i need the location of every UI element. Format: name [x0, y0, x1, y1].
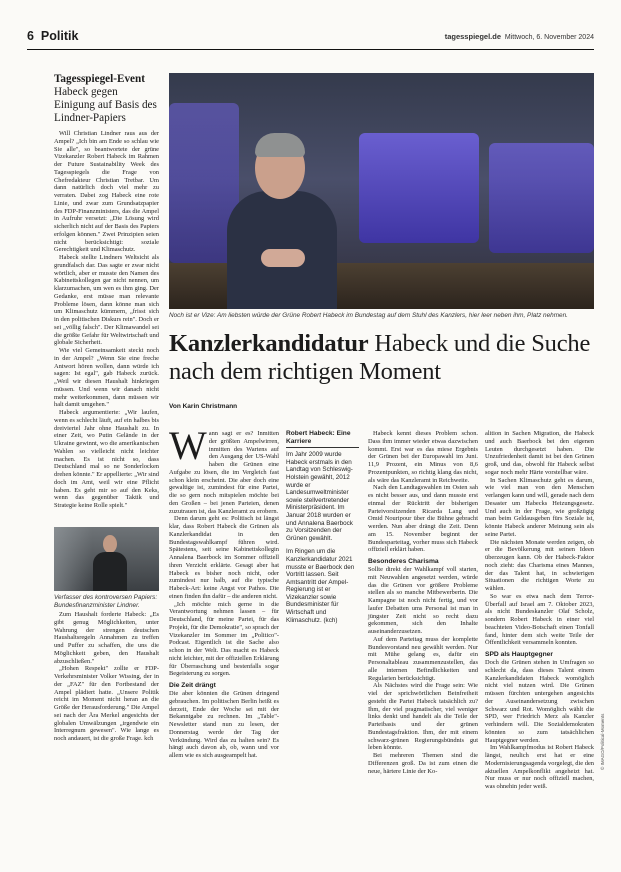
- article-paragraph: Die nächsten Monate werden zeigen, ob er die Bevölkerung mit seinen Ideen überzeugen kann. Ob der Habeck-Faktor noch zieht: das Charisma eines Mannes, der das Talent hat, in schwierigen Situationen die richtigen Worte zu wählen.: [485, 538, 594, 592]
- section-label: 6 Politik: [27, 29, 79, 43]
- article-paragraph: In Sachen Klimaschutz geht es darum, wie viel man von den Menschen verlangen kann und will, gerade nach dem Desaster um Habecks Heizungsgesetz. Und auch in der Frage, wie großzügig man beim Geldausgeben fürs Soziale ist, könnte Habeck anderer Meinung sein als seine Partei.: [485, 476, 594, 538]
- sidebar-headline: Tagesspiegel-Event Habeck gegen Einigung auf Basis des Lindner-Papiers: [54, 73, 157, 124]
- infobox-paragraph: Im Jahr 2009 wurde Habeck erstmals in den Landtag von Schleswig-Holstein gewählt, 2012 wurde er Landesumweltminister sowie stellvertretender Ministerpräsident. Im Januar 2018 wurden er und Annalena Baerbock zu Vorsitzenden der Grünen gewählt.: [286, 451, 353, 542]
- portrait-caption: Verfasser des kontroversen Papiers: Bundesfinanzminister Lindner.: [54, 594, 158, 609]
- article-paragraph: Als Nächstes wird die Frage sein: Wie viel der sprichwörtlichen Beinfreiheit gesteht die Partei Habeck tatsächlich zu? Ihm, der viel pragmatischer, viel weniger links denkt und handelt als die Teile der Parteibasis und der grünen Bundestagsfraktion. Ihm, der mit einem schwarz-grünen Regierungsbündnis gut leben könnte.: [368, 682, 478, 752]
- article-headline: Kanzlerkandidatur Habeck und die Suche nach dem richtigen Moment: [169, 330, 591, 385]
- article-paragraph: So war es etwa nach dem Terror-Überfall auf Israel am 7. Oktober 2023, als nicht Bundeskanzler Olaf Scholz, sondern Robert Habeck in einer viel beachteten Video-Botschaft einen Tonfall fand, hinter dem sich weite Teile der Öffentlichkeit versammeln konnten.: [485, 592, 594, 647]
- habeck-photo: [169, 73, 594, 309]
- drop-cap: W: [169, 423, 207, 468]
- sidebar-body: [54, 130, 159, 510]
- infobox-paragraph: Im Ringen um die Kanzlerkandidatur 2021 musste er Baerbock den Vortritt lassen. Seit Amtsantritt der Ampel-Regierung ist er Vizekanzler sowie Bundesminister für Wirtschaft und Klimaschutz. (kch): [286, 548, 355, 624]
- sidebar-paragraph: Habeck argumentierte: „Wir laufen, wenn es schlecht läuft, auf ein halbes bis dreiviertel Jahr ohne Haushalt zu. In einer Zeit, wo Putin Gelände in der Ukraine gewinnt, wo die amerikanischen Wahlen so vielleicht nicht leichter machen. Es ist nicht so, dass Deutschland mal so ne Sonderlocken drehen könnte." Er appellierte: „Wir sind doch im Amt, weil wir eine Pflicht haben. Es geht mir so auf den Keks, wenn das gegenüber Taktik und Strategie keine Rolle spielt.": [54, 409, 159, 509]
- article-column-1: [169, 423, 279, 760]
- article-paragraph: Denn darum geht es: Politisch ist längst klar, dass Robert Habeck die Grünen als Kanzlerkandidat in den Bundestagswahlkampf führen wird. Spätestens, seit seine Kabinettskollegin Annalena Baerbock im Sommer offiziell ihren Verzicht erklärte. Gesagt aber hat Habeck es bisher noch nicht, oder zumindest nur halb, auf die typische Habeck-Art: keine Angst vor Pathos. Die einen finden ihn dafür – die anderen nicht.: [169, 515, 279, 600]
- sidebar-body-continued: [54, 611, 159, 743]
- article-column-3: [368, 430, 478, 775]
- article-paragraph: „Ich möchte mich gerne in die Verantwortung nehmen lassen – für Deutschland, für meine Partei, für das Projekt, für die Demokratie", so sprach der Vizekanzler im Sommer im „Politico"-Podcast. Eigentlich ist die Sache also schon in der Welt. Das macht es Habeck nicht leichter, mit der offiziellen Erklärung für Überraschung und bestenfalls sogar Begeisterung zu sorgen.: [169, 600, 279, 678]
- article-paragraph: Habeck kennt dieses Problem schon. Dass ihm immer wieder etwas dazwischen kommt. Erst war es das miese Ergebnis der Grünen bei der Europawahl im Juni. 11,9 Prozent, ein Minus von 8,6 Prozentpunkten, so richtig klang das nicht, als wäre das Kanzleramt in Reichweite.: [368, 430, 478, 484]
- article-paragraph: Nach den Landtagswahlen im Osten sah es nicht besser aus, und dann musste erst einmal der Rücktritt der bisherigen Parteivorsitzenden Ricarda Lang und Omid Nouripour über die Bühne gebracht werden. Nun aber drängt die Zeit. Denn am 15. November beginnt der Bundesparteitag, vorher muss sich Habeck offiziell erklärt haben.: [368, 484, 478, 554]
- lindner-portrait: [54, 527, 159, 591]
- infobox-title: Robert Habeck: Eine Karriere: [286, 430, 359, 448]
- photo-caption: Noch ist er Vize: Am liebsten würde der Grüne Robert Habeck im Bundestag auf dem Stuhl des Kanzlers, hier leer neben ihm, Platz nehmen.: [169, 312, 568, 319]
- article-paragraph: Bei mehreren Themen sind die Differenzen groß. Da ist zum einen die neue, härtere Linie der Ko-: [368, 752, 478, 775]
- sidebar-paragraph: Wie viel Gemeinsamkeit steckt noch in der Ampel? „Wenn Sie eine freche Antwort hören wollen, dann würde ich sagen: Ist egal", gab Habeck zurück. „Weil wir diesen Haushalt hinkriegen müssen. Und wenn wir danach nicht mehr weiterkommen, dann müssen wir halt damit umgehen.": [54, 347, 159, 409]
- lead-paragraph: Wann sagt er es? Inmitten der größten Ampelwirren, inmitten des Wartens auf den Ausgang der US-Wahl haben die Grünen eine Aufgabe zu lösen, die im Vergleich fast schon klein erscheint. Die aber doch eine gewaltige ist, zumindest für eine Partei, die so gern noch mitspielen möchte bei den Großen – bei jenen Parteien, denen zuzutrauen ist, das Kanzleramt zu erobern.: [169, 423, 279, 515]
- article-paragraph: Die aber könnten die Grünen dringend gebrauchen. Im politischen Berlin heißt es derzeit, Ende der Woche sei mit der Bekanntgabe zu rechnen. Im „Table"-Newsletter stand nun zu lesen, der Donnerstag werde der Tag der Verkündung. Wird das zu halten sein? Es hängt auch davon ab, ob, wann und vor allem wie es sich ausgeampelt hat.: [169, 690, 279, 759]
- sidebar-paragraph: Will Christian Lindner raus aus der Ampel? „Ich bin am Ende so schlau wie Sie alle", so beantwortete der grüne Vizekanzler Robert Habeck im Rahmen der Future Sustainability Week des Tagesspiegels die Frage von Chefredakteur Christian Tretbar. Um dann natürlich doch viel mehr zu verraten. Dabei zog Habeck eine rote Linie, und zwar zum Grundsatzpapier des FDP-Finanzministers, das die Ampel in Aufruhr versetzt: „Die Lösung wird sicherlich nicht auf der Basis des Papiers erfolgen können." Zwei Prinzipien seien nicht berücksichtigt: soziale Gerechtigkeit und Klimaschutz.: [54, 130, 159, 254]
- career-infobox: [286, 430, 359, 630]
- photo-credit: © IMAGO/Political-Moments: [600, 713, 605, 770]
- dateline: tagesspiegel.de Mittwoch, 6. November 2024: [444, 32, 594, 41]
- byline: Von Karin Christmann: [169, 403, 238, 410]
- article-paragraph: Sollte direkt der Wahlkampf voll starten, mit Neuwahlen angesetzt werden, würde das die Grünen vor größere Probleme stellen als so manche Mitbewerberin. Die Kampagne ist noch nicht fertig, und vor laufer Debatten ums Personal ist man in jüngster Zeit nicht so recht dazu gekommen, sich den Inhalte auseinanderzusetzen.: [368, 566, 478, 635]
- article-paragraph: Auf dem Parteitag muss der komplette Bundesvorstand neu gewählt werden. Nur mit Mühe gelang es, dafür ein Personaltableau zusammenzustellen, das alle internen Befindlichkeiten und Regularien berücksichtigt.: [368, 635, 478, 682]
- page-header: [27, 29, 594, 50]
- subheading: Besonderes Charisma: [368, 558, 439, 565]
- article-paragraph: alition in Sachen Migration, die Habeck und auch Baerbock bei den eigenen Leuten durchgesetzt haben. Die Unzufriedenheit damit ist bei den Grünen groß, und das, obwohl für Habeck selbst sogar noch mehr Härte vorstellbar wäre.: [485, 430, 594, 476]
- article-paragraph: Doch die Grünen stehen in Umfragen so schlecht da, dass dieses Talent einem Kanzlerkandidaten Habeck womöglich nicht viel nutzen wird. Die Grünen müssen fürchten untergehen angesichts der Auseinandersetzung zwischen Schwarz und Rot. Womöglich wählt die SPD, wer Friedrich Merz als Kanzler verhindern will. Die Sozialdemokraten könnten so zum tatsächlichen Hauptgegner werden.: [485, 659, 594, 744]
- article-column-4: [485, 430, 594, 791]
- subheading: Die Zeit drängt: [169, 682, 216, 689]
- article-paragraph: Im Wahlkampfmodus ist Robert Habeck längst, neulich erst hat er eine Modernisierungsagenda vorgelegt, die den aktuellen Ampelkonflikt angeheizt hat. Nur muss er nur noch offiziell machen, was ohnehin jeder weiß.: [485, 744, 594, 790]
- sidebar-paragraph: Zum Haushalt forderte Habeck: „Es gibt genug Möglichkeiten, unter Wahrung der strengen deutschen Haushaltsregeln Annahmen zu treffen und Puffer zu schaffen, die uns die Möglichkeit geben, den Haushalt abzuschließen.": [54, 611, 159, 665]
- sidebar-article: [54, 73, 159, 510]
- sidebar-paragraph: Habeck stellte Lindners Weltsicht als grundfalsch dar. Das sagte er zwar nicht wörtlich, aber er musste den Namen des Kabinettskollegen gar nicht nennen, um klarzumachen, um wen es ihm ging. Der Gedanke, erst müsse man relevante Probleme lösen, dann könne man sich um Klimaschutz kümmern, „frisst sich in den politischen Diskurs rein". Doch er sei „völlig falsch". Der Klimawandel sei die größte Gefahr für Weltwirtschaft und globale Sicherheit.: [54, 254, 159, 347]
- sidebar-paragraph: „Hohen Respekt" zollte er FDP-Verkehrsminister Volker Wissing, der in der „FAZ" für den Fortbestand der Ampel plädiert hatte. „Unsere Politik reicht im Moment nicht heran an die Größe der Herausforderung." Die Ampel sei nach der Ära Merkel angesichts der globalen Umwälzungen „irgendwie ein Interregnum gewesen". Wie lange es noch andauert, ist die große Frage. kch: [54, 665, 159, 742]
- subheading: SPD als Hauptgegner: [485, 651, 554, 658]
